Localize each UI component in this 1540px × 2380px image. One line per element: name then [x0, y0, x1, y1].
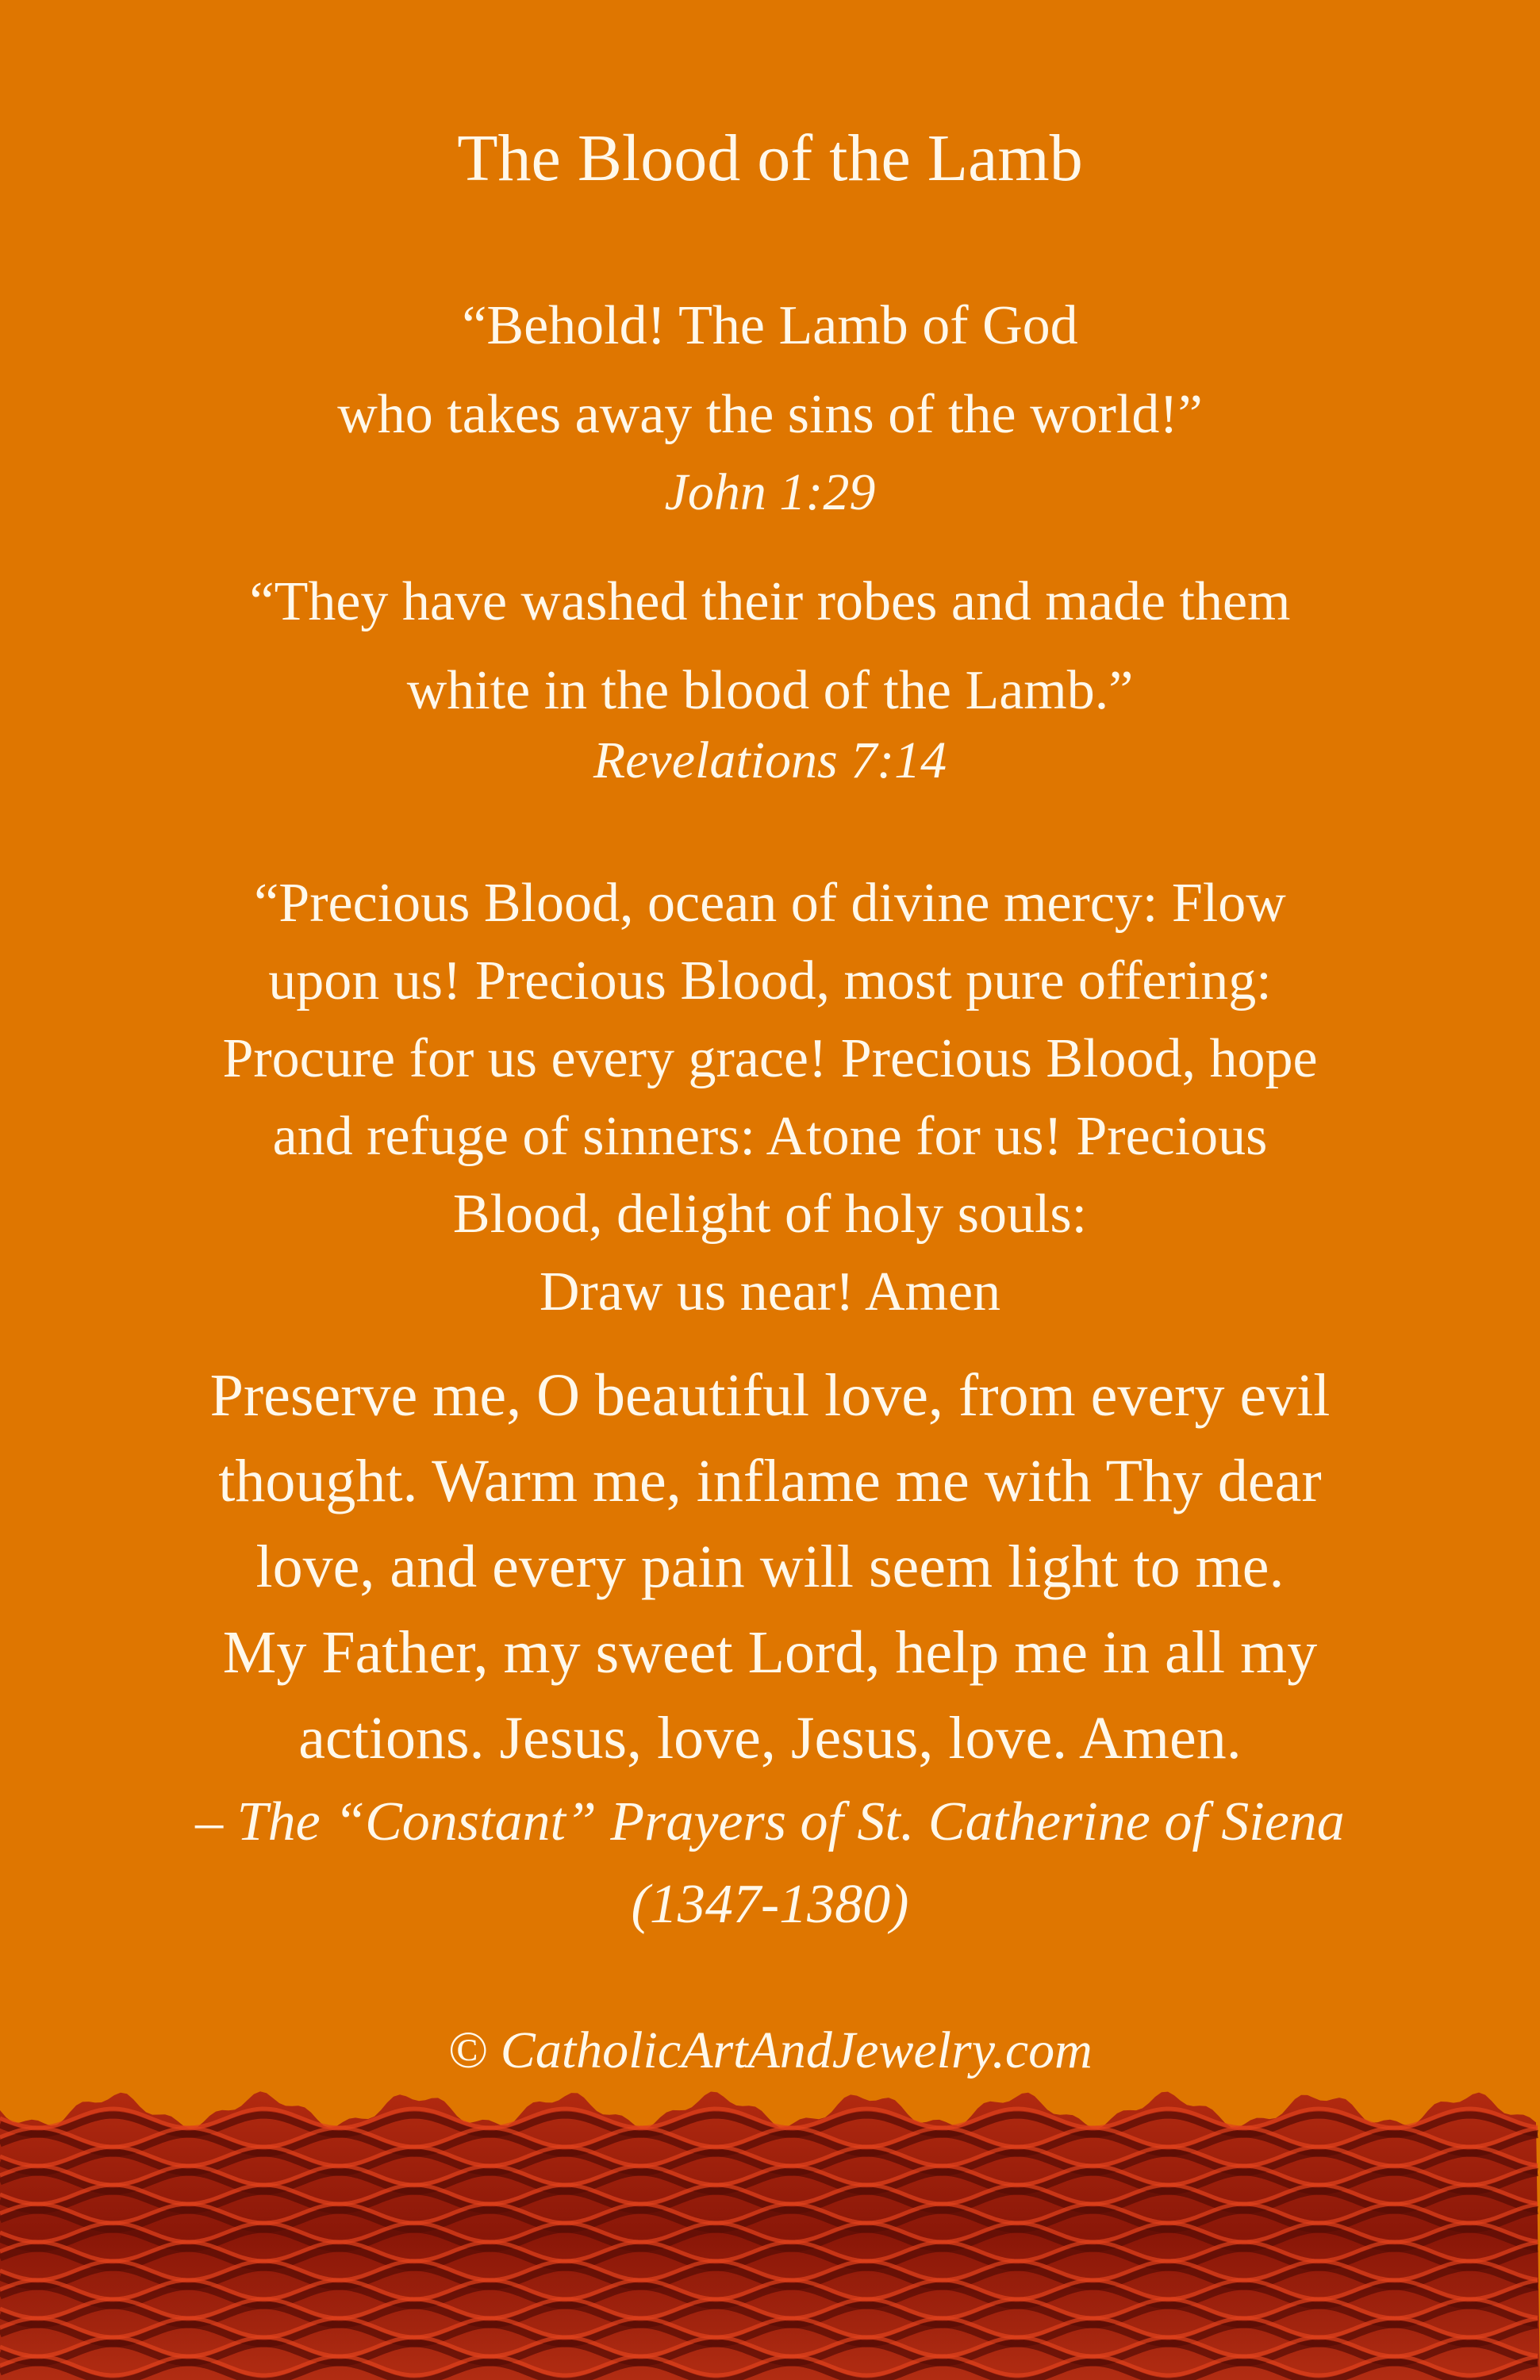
prayer-line: Preserve me, O beautiful love, from every evil	[209, 1362, 1331, 1429]
red-fabric-border	[0, 2086, 1540, 2380]
prayer-line: thought. Warm me, inflame me with Thy dear	[218, 1448, 1322, 1514]
quote-line: white in the blood of the Lamb.”	[406, 660, 1134, 721]
prayer-line: love, and every pain will seem light to me.	[255, 1534, 1285, 1600]
prayer-line: My Father, my sweet Lord, help me in all my	[222, 1619, 1318, 1686]
scripture-citation-john: John 1:29	[664, 463, 876, 521]
prayer-line: Blood, delight of holy souls:	[452, 1184, 1088, 1245]
attribution-line: – The “Constant” Prayers of St. Catherine of Siena	[195, 1791, 1345, 1852]
prayer-line: upon us! Precious Blood, most pure offering:	[268, 950, 1272, 1012]
prayer-line: and refuge of sinners: Atone for us! Precious	[272, 1106, 1268, 1167]
prayer-line: “Precious Blood, ocean of divine mercy: Flow	[254, 873, 1286, 934]
quote-line: “They have washed their robes and made them	[249, 571, 1291, 632]
prayer-attribution	[71, 1781, 1469, 1946]
scripture-quote-john	[71, 282, 1469, 459]
quote-line: “Behold! The Lamb of God	[462, 295, 1078, 356]
prayer-line: Draw us near! Amen	[539, 1261, 1001, 1322]
prayer-line: actions. Jesus, love, Jesus, love. Amen.	[298, 1705, 1242, 1772]
copyright-notice: © CatholicArtAndJewelry.com	[447, 2021, 1093, 2079]
constant-prayer	[71, 1353, 1469, 1781]
attribution-line: (1347-1380)	[631, 1874, 909, 1935]
precious-blood-prayer	[71, 865, 1469, 1331]
prayer-line: Procure for us every grace! Precious Blood, hope	[222, 1028, 1318, 1089]
scripture-citation-revelations: Revelations 7:14	[593, 731, 947, 789]
quote-line: who takes away the sins of the world!”	[337, 384, 1203, 445]
page-title: The Blood of the Lamb	[457, 121, 1083, 195]
scripture-quote-revelations	[71, 558, 1469, 735]
